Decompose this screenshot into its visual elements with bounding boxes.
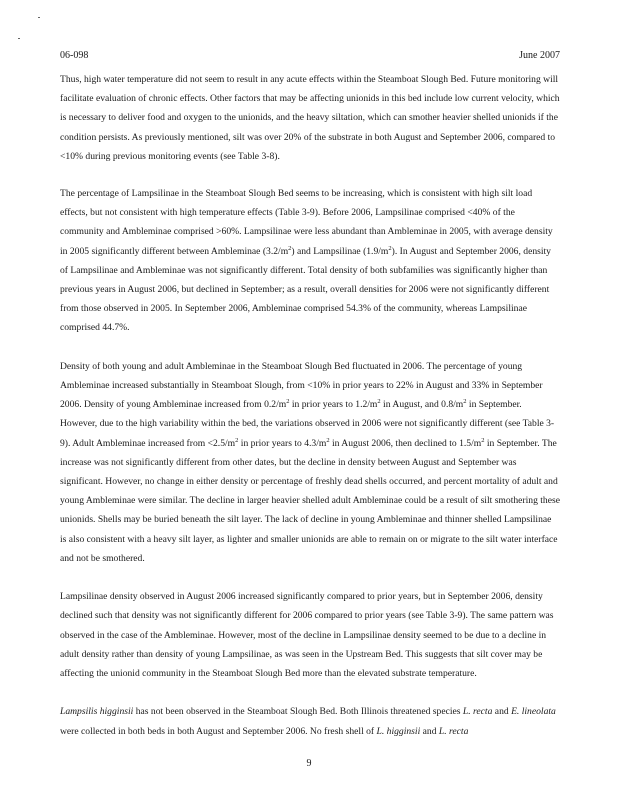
page-number: 9 [306, 758, 312, 769]
scan-speck [38, 17, 40, 18]
body-text [60, 70, 560, 760]
report-date: June 2007 [519, 50, 560, 61]
species-name: L. recta [462, 706, 493, 718]
page-header [60, 50, 560, 61]
species-name: L. higginsii [376, 725, 421, 737]
paragraph-1: Thus, high water temperature did not seem to result in any acute effects within the Steamboat Slough Bed. Future monitoring will facilitate evaluation of chronic effects. Other factors that may be affecting unionids in this bed include low current velocity, which is necessary to deliver food and oxygen to the unionids, and the heavy siltation, which can smother heavier shelled unionids if the condition persists. As previously mentioned, silt was over 20% of the substrate in both August and September 2006, compared to <10% during previous monitoring events (see Table 3-8). [60, 74, 560, 162]
species-name: L. recta [438, 725, 469, 737]
paragraph-3: Density of both young and adult Ambleminae in the Steamboat Slough Bed fluctuated in 2006. The percentage of young Ambleminae increased substantially in Steamboat Slough, from <10% in prior years to 22% in August and 33% in September 2006. Density of young Ambleminae increased from $0.2/m^2$ in prior years to $1.2/m^2$ in August, and $0.8/m^2$ in September. However, due to the high variability within the bed, the variations observed in 2006 were not significantly different (see Table 3-9). Adult Ambleminae increased from $<2.5/m^2$ in prior years to $4.3/m^2$ in August 2006, then declined to $1.5/m^2$ in September. The increase was not significantly different from other dates, but the decline in density between August and September was significant. However, no change in either density or percentage of freshly dead shells occurred, and percent mortality of adult and young Ambleminae were similar. The decline in larger heavier shelled adult Ambleminae could be a result of silt smothering these unionids. Shells may be buried beneath the silt layer. The lack of decline in young Ambleminae and thinner shelled Lampsilinae is also consistent with a heavy silt layer, as lighter and smaller unionids are able to remain on or migrate to the silt water interface and not be smothered. [60, 360, 560, 564]
species-name: Lampsilis higginsii [60, 706, 134, 718]
paragraph-4: Lampsilinae density observed in August 2006 increased significantly compared to prior years, but in September 2006, density declined such that density was not significantly different for 2006 compared to prior years (see Table 3-9). The same pattern was observed in the case of the Ambleminae. However, most of the decline in Lampsilinae density seemed to be due to a decline in adult density rather than density of young Lampsilinae, as was seen in the Upstream Bed. This suggests that silt cover may be affecting the unionid community in the Steamboat Slough Bed more than the elevated substrate temperature. [60, 591, 554, 680]
paragraph-2: The percentage of Lampsilinae in the Steamboat Slough Bed seems to be increasing, which is consistent with high silt load effects, but not consistent with high temperature effects (Table 3-9). Before 2006, Lampsilinae comprised <40% of the community and Ambleminae comprised >60%. Lampsilinae were less abundant than Ambleminae in 2005, with average density in 2005 significantly different between Ambleminae $(3.2/m^2)$ and Lampsilinae $(1.9/m^2)$. In August and September 2006, density of Lampsilinae and Ambleminae was not significantly different. Total density of both subfamilies was significantly higher than previous years in August 2006, but declined in September; as a result, overall densities for 2006 were not significantly different from those observed in 2005. In September 2006, Ambleminae comprised 54.3% of the community, whereas Lampsilinae comprised 44.7%. [60, 188, 553, 334]
report-id: 06-098 [60, 50, 89, 61]
paragraph-5: Lampsilis higginsii has not been observed in the Steamboat Slough Bed. Both Illinois threatened species L. recta and E. lineolata were collected in both beds in both August and September 2006. No fresh shell of L. higginsii and L. recta [60, 706, 556, 737]
scan-speck [18, 38, 20, 39]
species-name: E. lineolata [511, 706, 556, 718]
